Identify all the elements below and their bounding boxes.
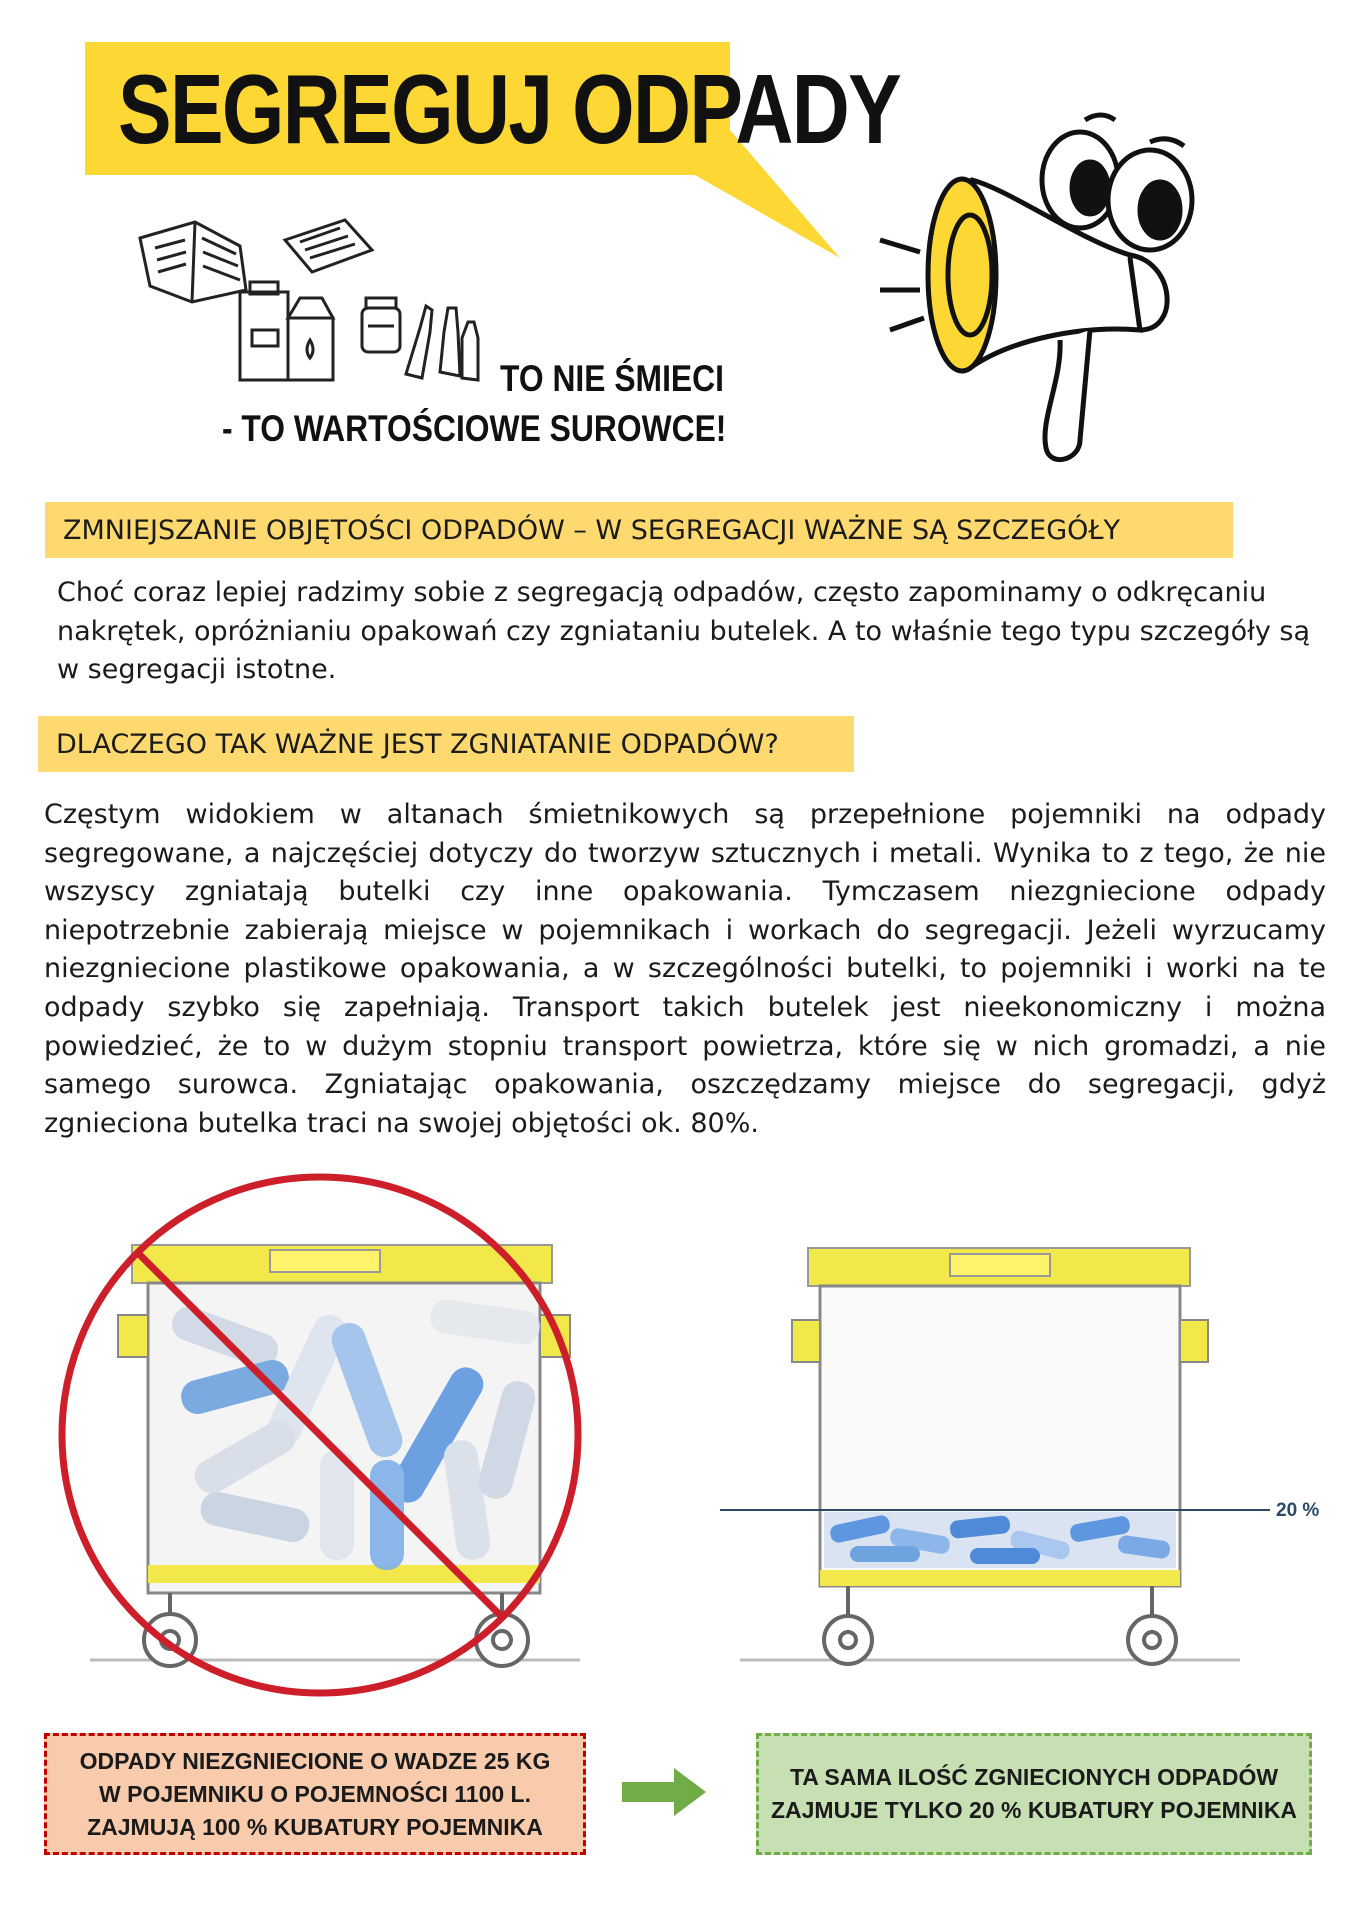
container-wheels [824,1586,1176,1664]
uncompressed-waste-note [44,1733,586,1855]
note-line: ZAJMUJE TYLKO 20 % KUBATURY POJEMNIKA [770,1797,1298,1823]
container-wheels [144,1593,528,1666]
page-title: SEGREGUJ ODPADY [118,54,901,164]
section-heading-text: DLACZEGO TAK WAŻNE JEST ZGNIATANIE ODPADÓW? [56,728,779,760]
section-heading-text: ZMNIEJSZANIE OBJĘTOŚCI ODPADÓW – W SEGREGACJI WAŻNE SĄ SZCZEGÓŁY [63,514,1121,546]
note-line: ODPADY NIEZGNIECIONE O WADZE 25 KG [79,1747,551,1774]
overfilled-container-illustration [20,1140,640,1700]
folded-newspaper-icon [285,220,372,272]
slogan-line-2: - TO WARTOŚCIOWE SUROWCE! [222,408,727,449]
section-heading-volume [45,502,1233,558]
section-heading-why [38,716,854,772]
jar-icon [362,298,400,352]
megaphone-mascot-icon [880,115,1192,460]
bottles-icon [406,306,478,380]
compressed-container-illustration [720,1220,1340,1690]
carton-icon [240,282,333,380]
compressed-waste-note [756,1733,1312,1855]
right-arrow-icon [622,1768,706,1816]
slogan-line-1: TO NIE ŚMIECI [500,358,724,399]
explanation-paragraph: Częstym widokiem w altanach śmietnikowych są przepełnione pojemniki na odpady segregowane, a najczęściej dotyczy do tworzyw sztucznych i metali. Wynika to z tego, że nie wszyscy zgniatają butelki czy inne opakowania. Tymczasem niezgniecione odpady niepotrzebnie zabierają miejsce w pojemnikach i workach do segregacji. Jeżeli wyrzucamy niezgniecione plastikowe opakowania, a w szczególności butelki, to pojemniki i worki na te odpady szybko się zapełniają. Transport takich butelek jest nieekonomiczny i można powiedzieć, że to w dużym stopniu transport powietrza, które się w nich gromadzi, a nie samego surowca. Zgniatając opakowania, oszczędzamy miejsce do segregacji, gdyż zgnieciona butelka traci na swojej objętości ok. 80%. [44,799,1326,1139]
newspaper-icon [140,222,246,302]
intro-paragraph: Choć coraz lepiej radzimy sobie z segregacją odpadów, często zapominamy o odkręcaniu nakrętek, opróżnianiu opakowań czy zgniataniu butelek. A to właśnie tego typu szczegóły są w segregacji istotne. [57,577,1311,686]
note-line: TA SAMA ILOŚĆ ZGNIECIONYCH ODPADÓW [789,1764,1279,1790]
note-line: ZAJMUJĄ 100 % KUBATURY POJEMNIKA [87,1813,543,1840]
note-line: W POJEMNIKU O POJEMNOŚCI 1100 L. [99,1780,531,1807]
fill-level-label: 20 % [1276,1500,1320,1521]
compressed-bottles [824,1512,1176,1568]
